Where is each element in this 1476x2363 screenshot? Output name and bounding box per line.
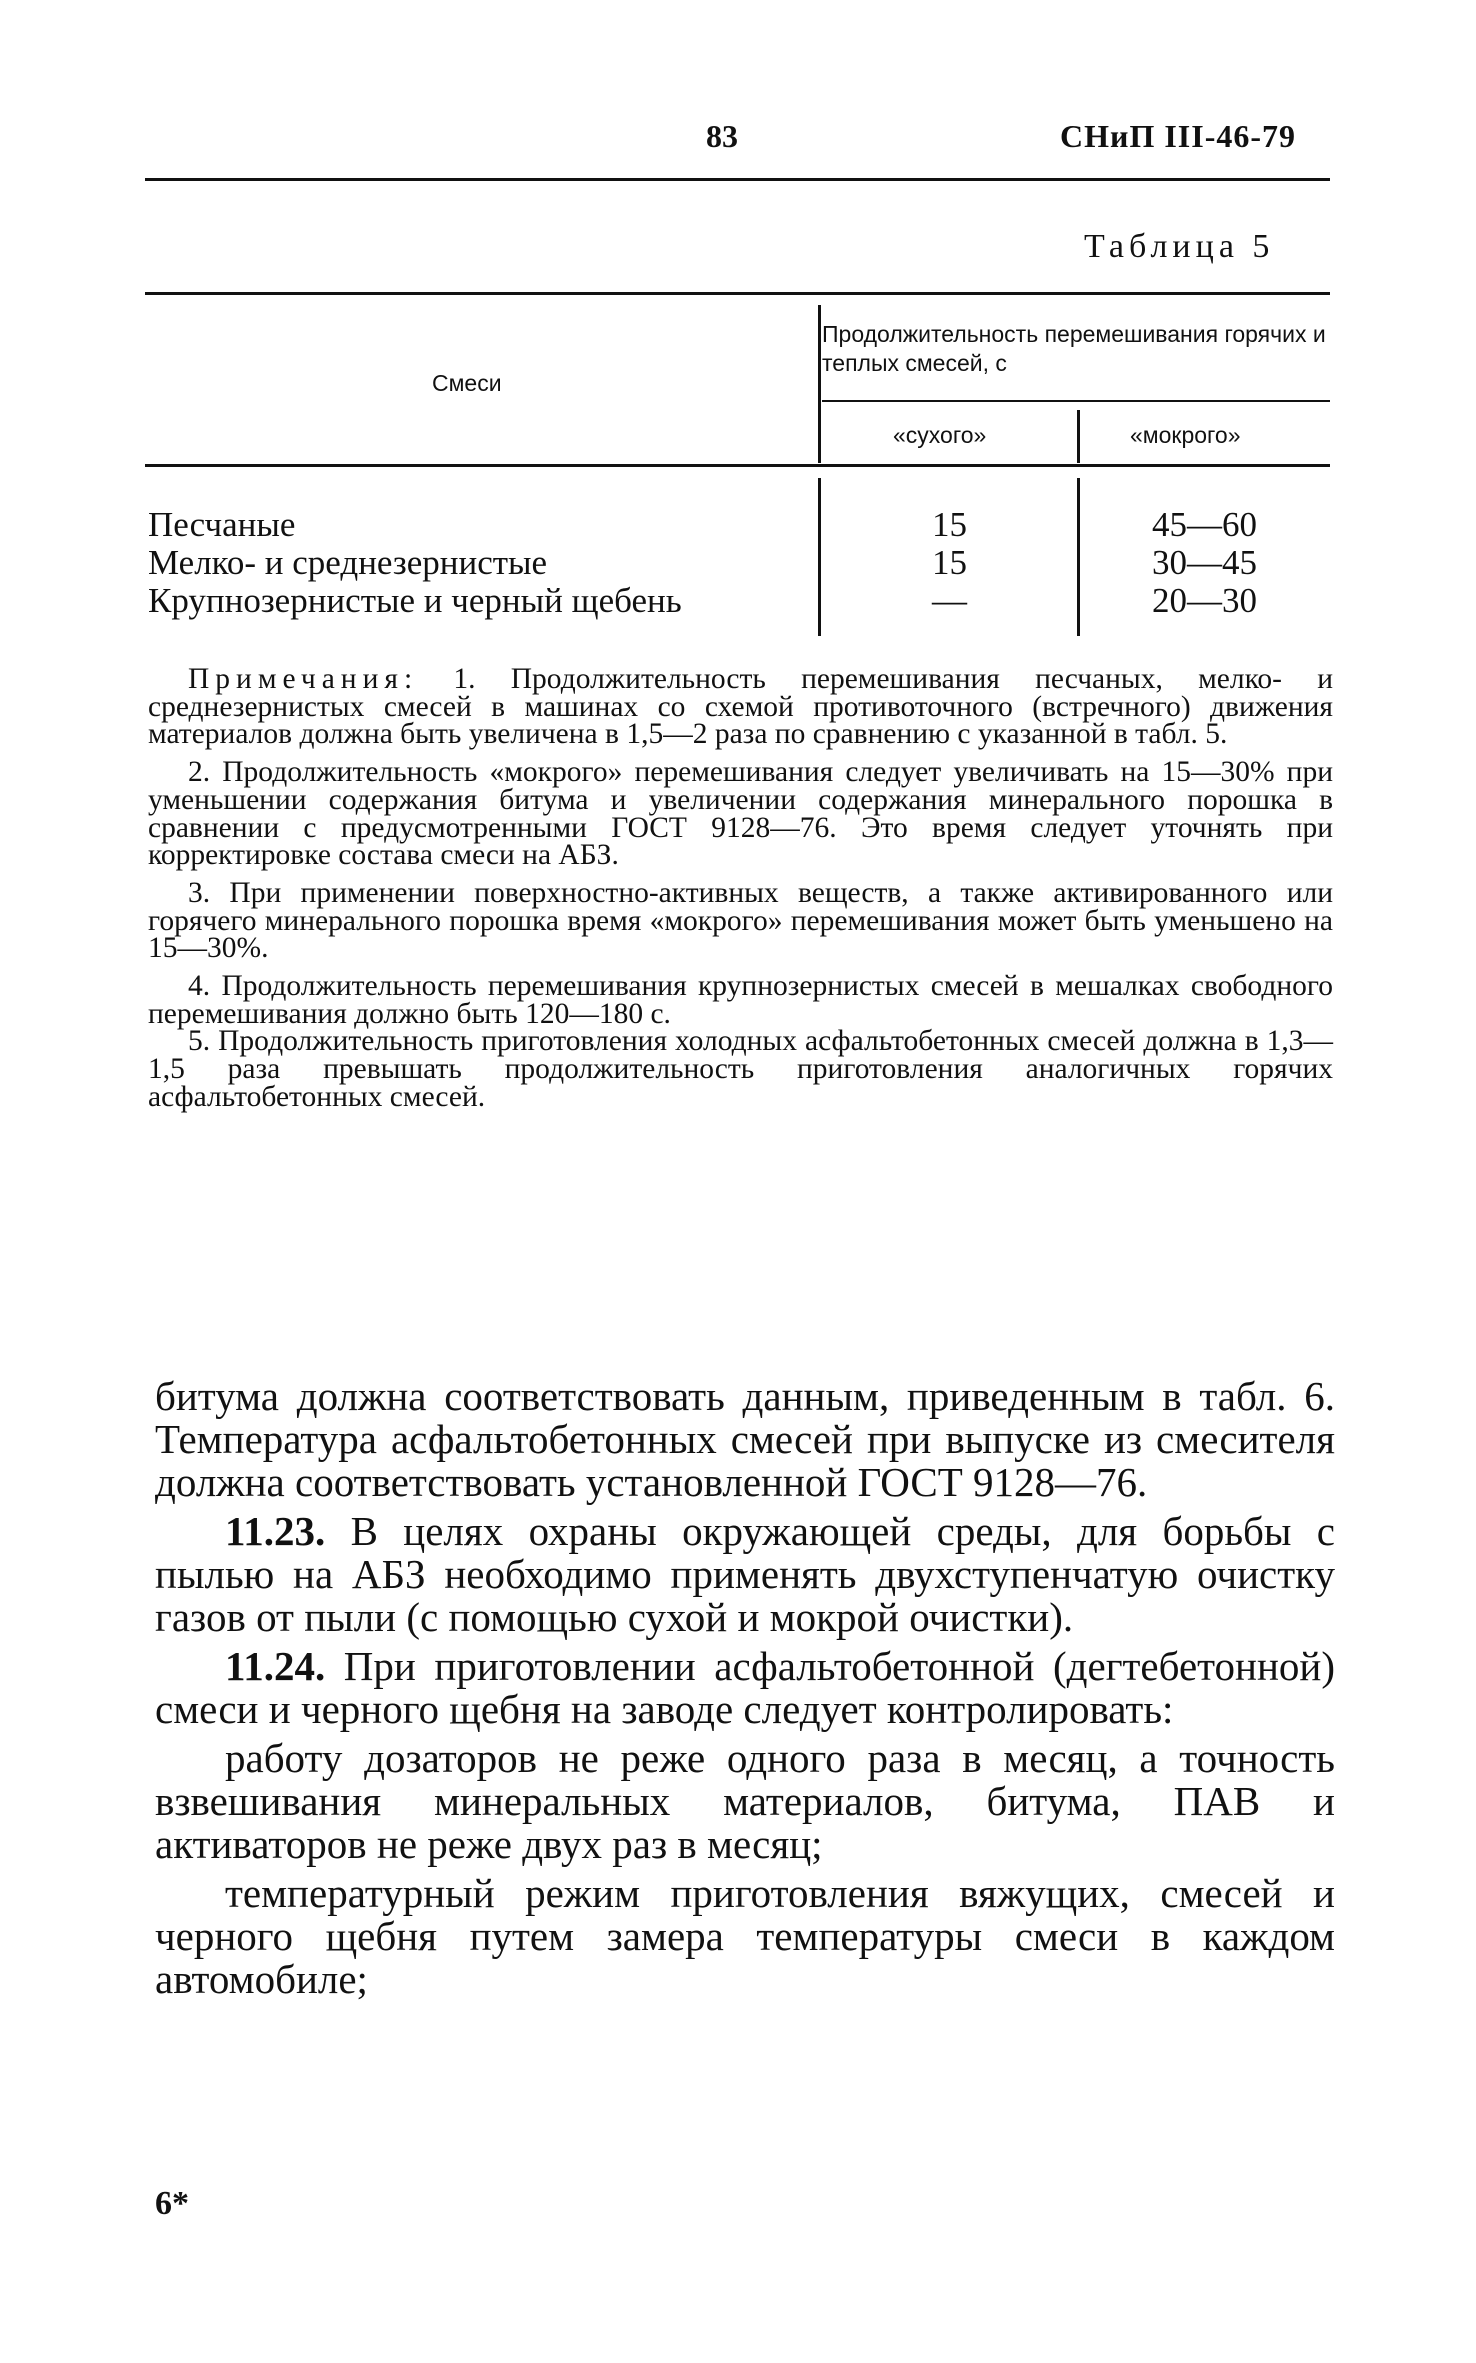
paragraph: температурный режим приготовления вяжущих, смесей и черного щебня путем замера температуры смеси в каждом автомобиле; xyxy=(155,1870,1335,2002)
table-row-name: Мелко- и среднезернистые xyxy=(148,543,548,582)
column-header-dry: «сухого» xyxy=(893,422,987,448)
page-number: 83 xyxy=(706,118,738,154)
table-notes xyxy=(148,663,1334,1113)
table-body-vertical-rule-1 xyxy=(818,478,821,636)
column-header-duration: Продолжительность перемешивания горячих и теплых смесей, с xyxy=(822,321,1326,376)
document-code: СНиП III-46-79 xyxy=(1060,118,1296,154)
note-text: 1. Продолжительность перемешивания песчаных, мелко- и среднезернистых смесей в машинах со схемой противоточного (встречного) движения материалов должна быть увеличена в 1,5—2 раза по сравнению с указанной в табл. 5. xyxy=(148,663,1334,751)
paragraph: битума должна соответствовать данным, приведенным в табл. 6. Температура асфальтобетонных смесей при выпуске из смесителя должна соответствовать установленной ГОСТ 9128—76. xyxy=(155,1373,1335,1505)
note-5: 5. Продолжительность приготовления холодных асфальтобетонных смесей должна в 1,3—1,5 раза превышать продолжительность приготовления аналогичных горячих асфальтобетонных смесей. xyxy=(148,1025,1333,1113)
notes-label: Примечания: xyxy=(188,663,419,695)
clause-number: 11.23. xyxy=(225,1508,326,1554)
table-body-vertical-rule-2 xyxy=(1077,478,1080,636)
table-row-wet: 45—60 xyxy=(1152,505,1257,544)
signature-mark: 6* xyxy=(155,2185,189,2222)
table-vertical-rule-1 xyxy=(818,305,821,463)
note-1 xyxy=(148,663,1334,751)
table-row-dry: 15 xyxy=(932,505,967,544)
table-row-dry: 15 xyxy=(932,543,967,582)
paragraph: работу дозаторов не реже одного раза в месяц, а точность взвешивания минеральных материалов, битума, ПАВ и активаторов не реже двух раз в месяц; xyxy=(155,1735,1335,1867)
paragraph-text: При приготовлении асфальтобетонной (дегтебетонной) смеси и черного щебня на заводе следует контролировать: xyxy=(155,1643,1336,1732)
table-top-rule xyxy=(145,292,1330,295)
table-header-bottom-rule xyxy=(145,464,1330,467)
clause-number: 11.24. xyxy=(225,1643,326,1689)
note-3: 3. При применении поверхностно-активных веществ, а также активированного или горячего минерального порошка время «мокрого» перемешивания может быть уменьшено на 15—30%. xyxy=(148,876,1333,965)
table-row-wet: 20—30 xyxy=(1152,581,1257,620)
table-caption: Таблица 5 xyxy=(1084,228,1275,265)
header-rule xyxy=(145,178,1330,181)
body-text xyxy=(155,1375,1335,2001)
table-row-name: Песчаные xyxy=(148,505,296,544)
note-2: 2. Продолжительность «мокрого» перемешивания следует увеличивать на 15—30% при уменьшении содержания битума и увеличении содержания минерального порошка в сравнении с предусмотренными ГОСТ 9128—76. Это время следует уточнять при корректировке состава смеси на АБЗ. xyxy=(148,756,1333,872)
table-row-wet: 30—45 xyxy=(1152,543,1257,582)
table-row-dry: — xyxy=(932,581,967,620)
table-subheader-rule xyxy=(822,400,1330,402)
paragraph-text: В целях охраны окружающей среды, для борьбы с пылью на АБЗ необходимо применять двухступенчатую очистку газов от пыли (с помощью сухой и мокрой очистки). xyxy=(155,1508,1335,1640)
paragraph-11-23 xyxy=(155,1510,1335,1639)
note-4: 4. Продолжительность перемешивания крупнозернистых смесей в мешалках свободного перемешивания должно быть 120—180 с. xyxy=(148,970,1333,1030)
table-vertical-rule-2 xyxy=(1077,410,1080,463)
column-header-mixes: Смеси xyxy=(432,370,502,396)
column-header-wet: «мокрого» xyxy=(1130,422,1241,448)
paragraph-11-24 xyxy=(155,1645,1335,1731)
table-row-name: Крупнозернистые и черный щебень xyxy=(148,581,682,620)
